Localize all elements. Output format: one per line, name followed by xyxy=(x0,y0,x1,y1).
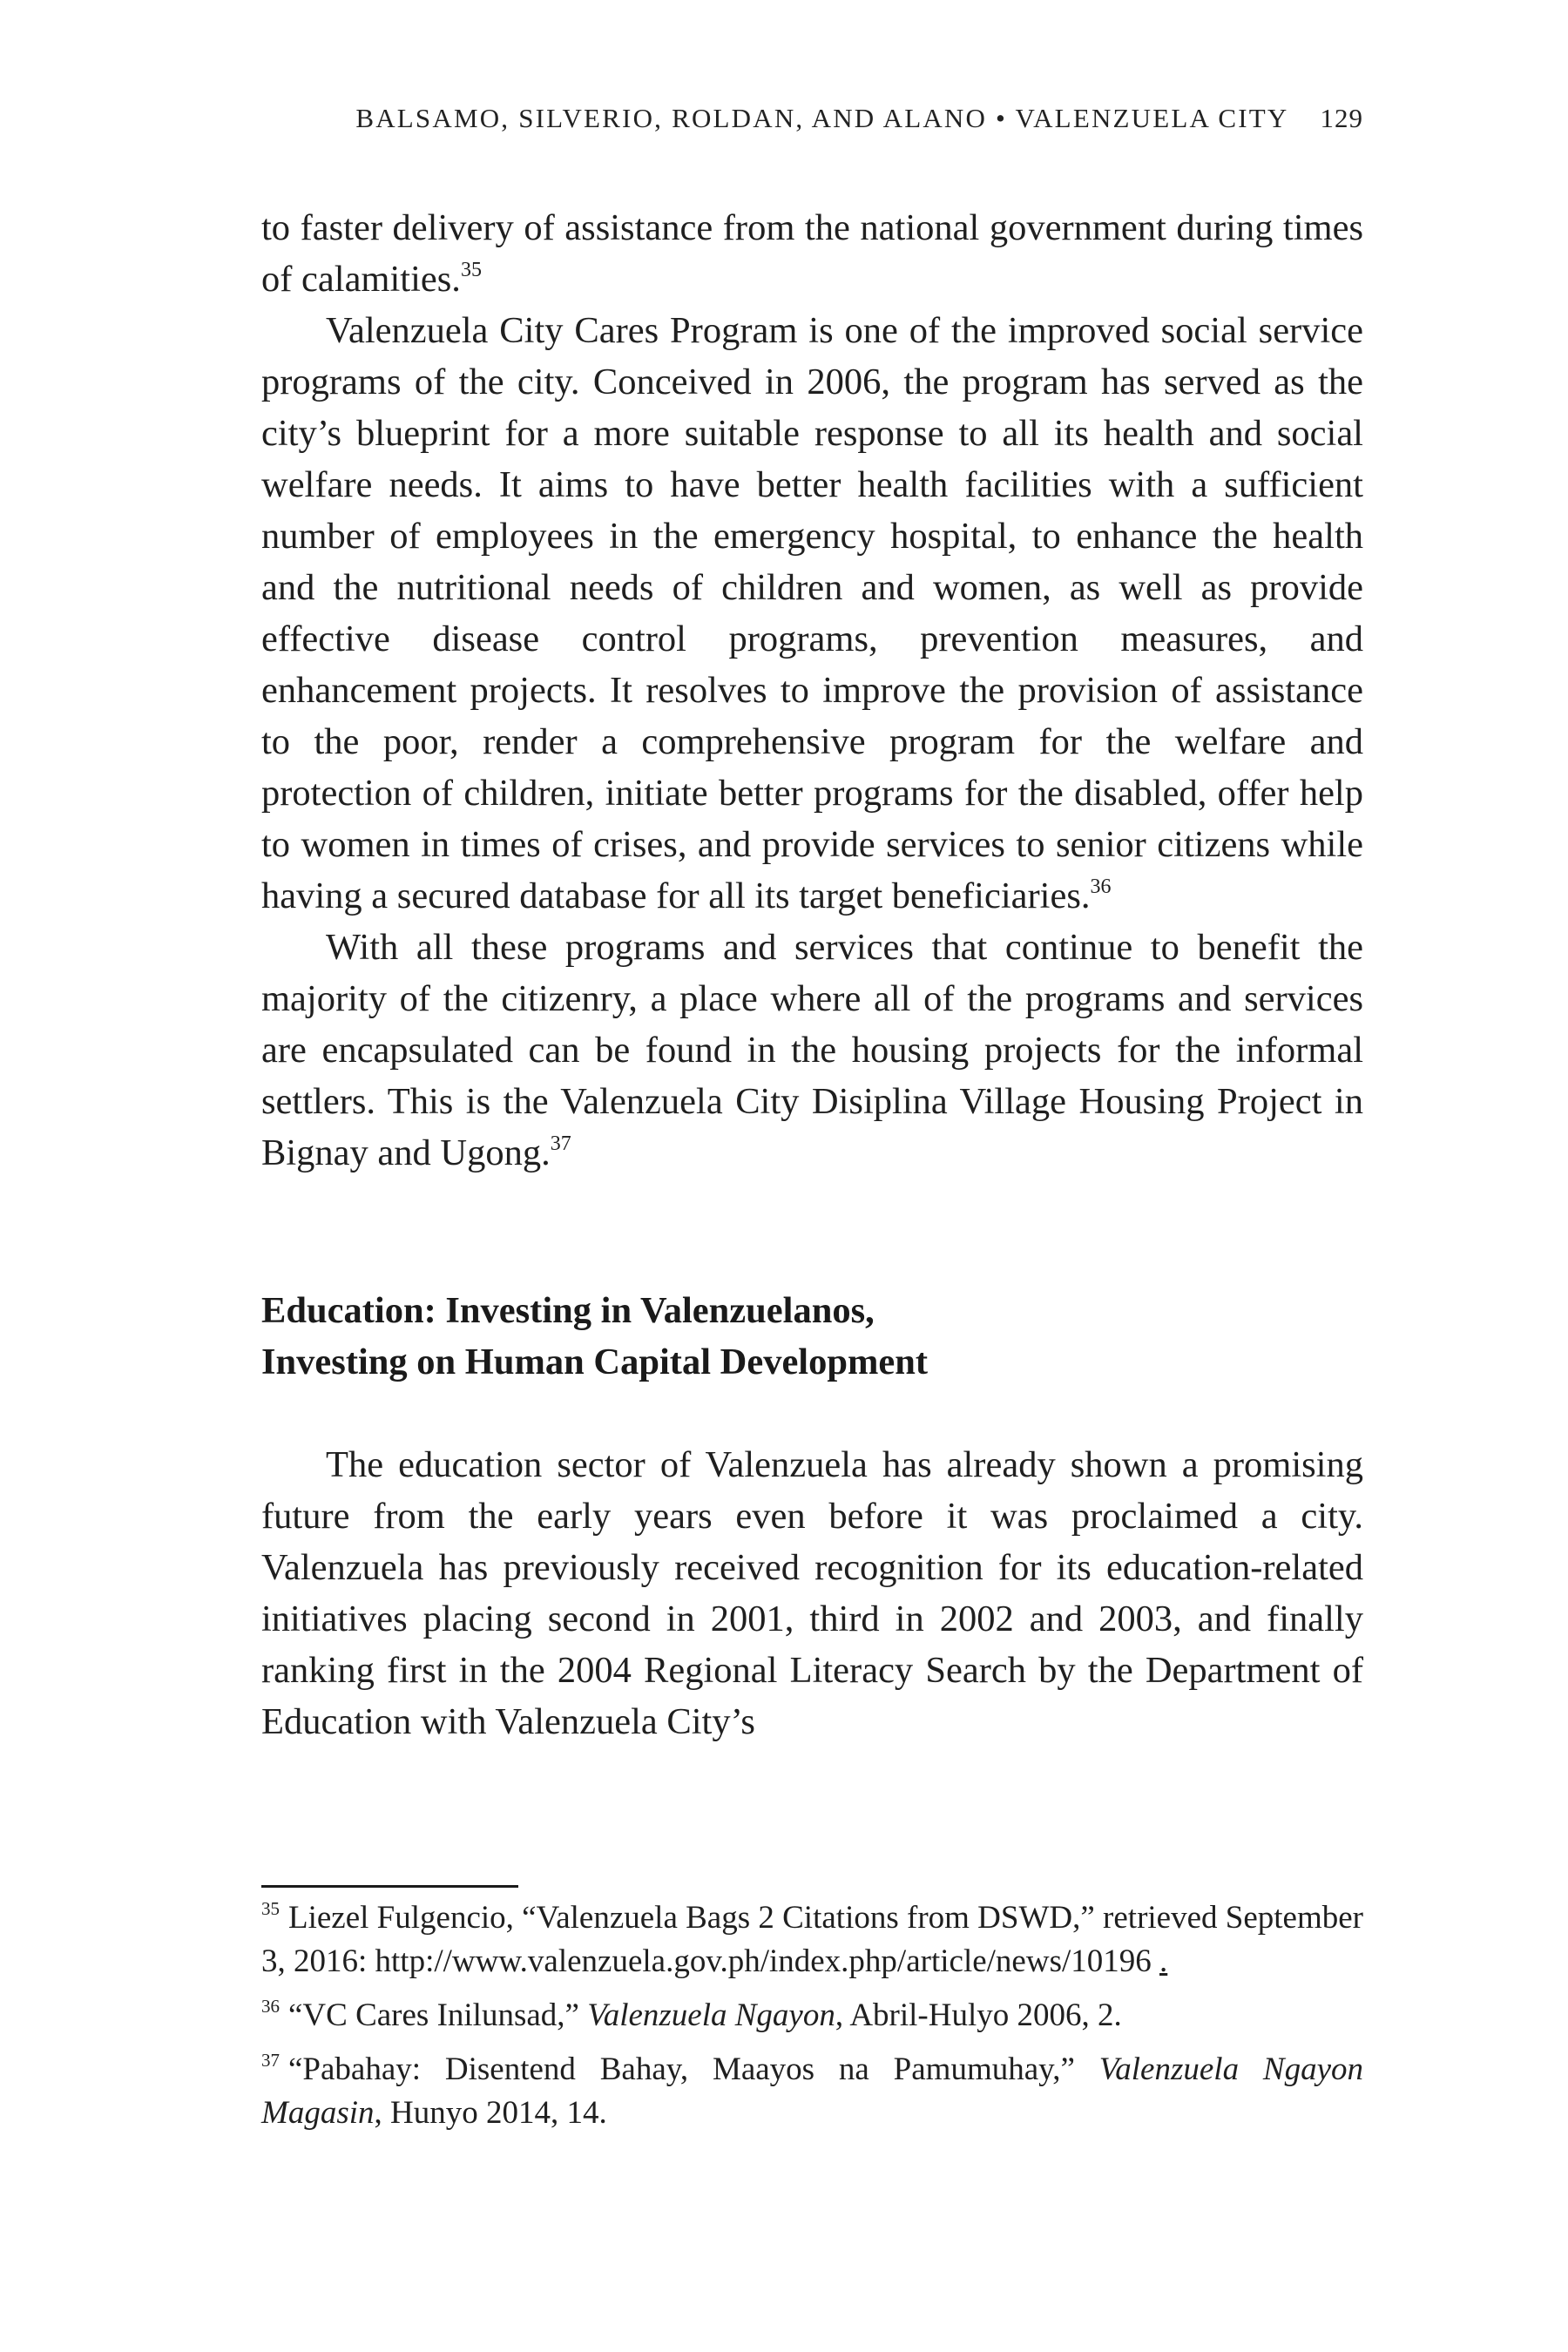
body-text xyxy=(261,202,1363,1179)
section-heading-line-1: Education: Investing in Valenzuelanos, xyxy=(261,1290,875,1331)
running-title: BALSAMO, SILVERIO, ROLDAN, AND ALANO • VALENZUELA CITY xyxy=(355,103,1289,133)
footnote-ref[interactable]: 35 xyxy=(460,258,482,281)
footnote-number: 37 xyxy=(261,2049,280,2071)
footnote-source-title: Valenzuela Ngayon Magasin xyxy=(261,2051,1364,2131)
paragraph-cares-program xyxy=(261,305,1363,922)
section-text xyxy=(261,1439,1363,1747)
paragraph-text: Valenzuela City Cares Program is one of the improved social service programs of the city. Conceived in 2006, the program has served as the city’s blueprint for a more suitable response to all its health and social welfare needs. It aims to have better health facilities with a sufficient number of employees in the emergency hospital, to enhance the health and the nutritional needs of children and women, as well as provide effective disease control programs, prevention measures, and enhancement projects. It resolves to improve the provision of assistance to the poor, render a comprehensive program for the welfare and protection of children, initiate better programs for the disabled, offer help to women in times of crises, and provide services to senior citizens while having a secured database for all its target beneficiaries. xyxy=(261,310,1363,916)
footnote-text: “VC Cares Inilunsad,” xyxy=(288,1997,588,2033)
footnote-37 xyxy=(261,2048,1363,2135)
section-heading-line-2: Investing on Human Capital Development xyxy=(261,1342,929,1382)
footnote-link-dot[interactable]: . xyxy=(1159,1943,1168,1979)
paragraph-text: With all these programs and services that continue to benefit the majority of the citizenry, a place where all of the programs and services are encapsulated can be found in the housing projects for the informal settlers. This is the Valenzuela City Disiplina Village Housing Project in Bignay and Ugong. xyxy=(261,927,1363,1173)
footnote-number: 36 xyxy=(261,1995,280,2017)
page-number: 129 xyxy=(1320,103,1363,133)
footnote-text: , Abril-Hulyo 2006, 2. xyxy=(835,1997,1122,2033)
footnote-text: “Pabahay: Disentend Bahay, Maayos na Pamumuhay,” xyxy=(288,2051,1099,2087)
book-page xyxy=(261,0,1363,2352)
footnote-number: 35 xyxy=(261,1897,280,1919)
footnote-source-title: Valenzuela Ngayon xyxy=(587,1997,835,2033)
paragraph-education: The education sector of Valenzuela has already shown a promising future from the early years even before it was proclaimed a city. Valenzuela has previously received recognition for its education-related initiatives placing second in 2001, third in 2002 and 2003, and finally ranking first in the 2004 Regional Literacy Search by the Department of Education with Valenzuela City’s xyxy=(261,1444,1363,1742)
footnote-divider xyxy=(261,1885,518,1888)
footnote-ref[interactable]: 36 xyxy=(1090,875,1112,898)
footnote-35 xyxy=(261,1896,1363,1984)
paragraph-text: to faster delivery of assistance from the national government during times of calamities. xyxy=(261,207,1363,300)
paragraph-continued xyxy=(261,202,1363,305)
footnotes xyxy=(261,1896,1363,2146)
footnote-ref[interactable]: 37 xyxy=(550,1132,571,1155)
footnote-36 xyxy=(261,1994,1363,2038)
section-heading xyxy=(261,1285,1363,1388)
running-header xyxy=(261,103,1363,134)
paragraph-housing xyxy=(261,922,1363,1179)
footnote-text: , Hunyo 2014, 14. xyxy=(374,2095,607,2131)
footnote-text: Liezel Fulgencio, “Valenzuela Bags 2 Citations from DSWD,” retrieved September 3, 2016: http://www.valenzuela.gov.ph/index.php/article/news/10196 xyxy=(261,1900,1363,1979)
